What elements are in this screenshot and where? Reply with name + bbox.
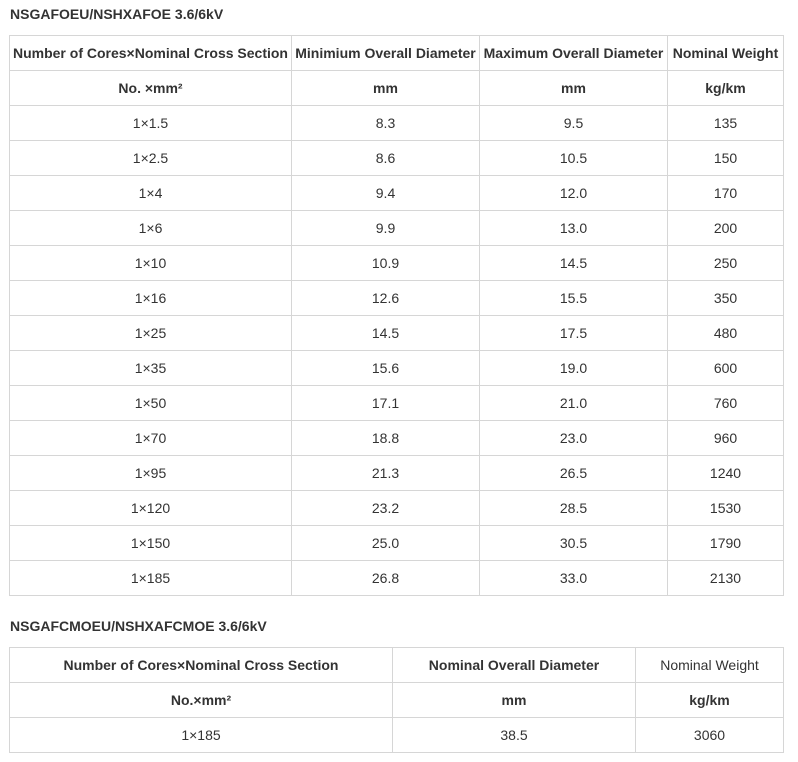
table-row [10, 316, 784, 351]
cell-max-diameter: 15.5 [480, 281, 668, 316]
cell-min-diameter: 10.9 [292, 246, 480, 281]
cell-weight: 200 [668, 211, 784, 246]
cell-min-diameter: 17.1 [292, 386, 480, 421]
header-max-diameter: Maximum Overall Diameter [480, 36, 668, 71]
table-row [10, 421, 784, 456]
table-header-row [10, 36, 784, 71]
cell-min-diameter: 23.2 [292, 491, 480, 526]
cell-weight: 1790 [668, 526, 784, 561]
header-cores: Number of Cores×Nominal Cross Section [10, 36, 292, 71]
unit-row [10, 71, 784, 106]
cell-weight: 150 [668, 141, 784, 176]
table-row [10, 526, 784, 561]
cell-weight: 1240 [668, 456, 784, 491]
cell-max-diameter: 13.0 [480, 211, 668, 246]
table1-title: NSGAFOEU/NSHXAFOE 3.6/6kV [10, 6, 224, 22]
cell-weight: 135 [668, 106, 784, 141]
cell-cores: 1×4 [10, 176, 292, 211]
cell-min-diameter: 25.0 [292, 526, 480, 561]
table-row [10, 246, 784, 281]
cell-cores: 1×70 [10, 421, 292, 456]
table-row [10, 281, 784, 316]
cell-weight: 1530 [668, 491, 784, 526]
table-row [10, 211, 784, 246]
table-header-row [10, 648, 784, 683]
cell-min-diameter: 9.4 [292, 176, 480, 211]
table-row [10, 106, 784, 141]
header-weight: Nominal Weight [636, 648, 784, 683]
cell-weight: 480 [668, 316, 784, 351]
cell-max-diameter: 28.5 [480, 491, 668, 526]
cell-max-diameter: 23.0 [480, 421, 668, 456]
unit-nominal-diameter: mm [393, 683, 636, 718]
cell-max-diameter: 21.0 [480, 386, 668, 421]
table-row [10, 491, 784, 526]
unit-weight: kg/km [636, 683, 784, 718]
cell-weight: 250 [668, 246, 784, 281]
table-row [10, 561, 784, 596]
cell-min-diameter: 18.8 [292, 421, 480, 456]
cell-weight: 960 [668, 421, 784, 456]
cell-min-diameter: 14.5 [292, 316, 480, 351]
cell-nominal-diameter: 38.5 [393, 718, 636, 753]
cell-min-diameter: 12.6 [292, 281, 480, 316]
unit-row [10, 683, 784, 718]
unit-min-diameter: mm [292, 71, 480, 106]
cable-spec-table-2 [9, 647, 784, 753]
header-weight: Nominal Weight [668, 36, 784, 71]
header-nominal-diameter: Nominal Overall Diameter [393, 648, 636, 683]
cell-cores: 1×16 [10, 281, 292, 316]
table-row [10, 718, 784, 753]
cell-max-diameter: 26.5 [480, 456, 668, 491]
cell-min-diameter: 21.3 [292, 456, 480, 491]
cell-weight: 3060 [636, 718, 784, 753]
unit-cores: No. ×mm² [10, 71, 292, 106]
unit-weight: kg/km [668, 71, 784, 106]
cell-cores: 1×25 [10, 316, 292, 351]
cell-weight: 600 [668, 351, 784, 386]
cell-cores: 1×95 [10, 456, 292, 491]
cell-cores: 1×1.5 [10, 106, 292, 141]
cell-weight: 2130 [668, 561, 784, 596]
cell-cores: 1×120 [10, 491, 292, 526]
cell-max-diameter: 19.0 [480, 351, 668, 386]
cell-cores: 1×6 [10, 211, 292, 246]
header-min-diameter: Minimium Overall Diameter [292, 36, 480, 71]
cell-max-diameter: 10.5 [480, 141, 668, 176]
cell-max-diameter: 17.5 [480, 316, 668, 351]
table-row [10, 141, 784, 176]
cell-weight: 170 [668, 176, 784, 211]
cell-max-diameter: 33.0 [480, 561, 668, 596]
cell-max-diameter: 9.5 [480, 106, 668, 141]
cell-min-diameter: 8.6 [292, 141, 480, 176]
table-row [10, 386, 784, 421]
cell-cores: 1×35 [10, 351, 292, 386]
cell-weight: 760 [668, 386, 784, 421]
table2-title: NSGAFCMOEU/NSHXAFCMOE 3.6/6kV [10, 618, 267, 634]
cell-cores: 1×185 [10, 561, 292, 596]
cell-min-diameter: 9.9 [292, 211, 480, 246]
cell-cores: 1×150 [10, 526, 292, 561]
cell-weight: 350 [668, 281, 784, 316]
cell-max-diameter: 12.0 [480, 176, 668, 211]
table-row [10, 176, 784, 211]
cell-cores: 1×185 [10, 718, 393, 753]
cell-min-diameter: 26.8 [292, 561, 480, 596]
cell-max-diameter: 14.5 [480, 246, 668, 281]
header-cores: Number of Cores×Nominal Cross Section [10, 648, 393, 683]
cable-spec-table-1 [9, 35, 784, 596]
cell-cores: 1×50 [10, 386, 292, 421]
cell-min-diameter: 15.6 [292, 351, 480, 386]
table-row [10, 351, 784, 386]
cell-cores: 1×10 [10, 246, 292, 281]
table-row [10, 456, 784, 491]
unit-cores: No.×mm² [10, 683, 393, 718]
cell-cores: 1×2.5 [10, 141, 292, 176]
cell-max-diameter: 30.5 [480, 526, 668, 561]
unit-max-diameter: mm [480, 71, 668, 106]
cell-min-diameter: 8.3 [292, 106, 480, 141]
